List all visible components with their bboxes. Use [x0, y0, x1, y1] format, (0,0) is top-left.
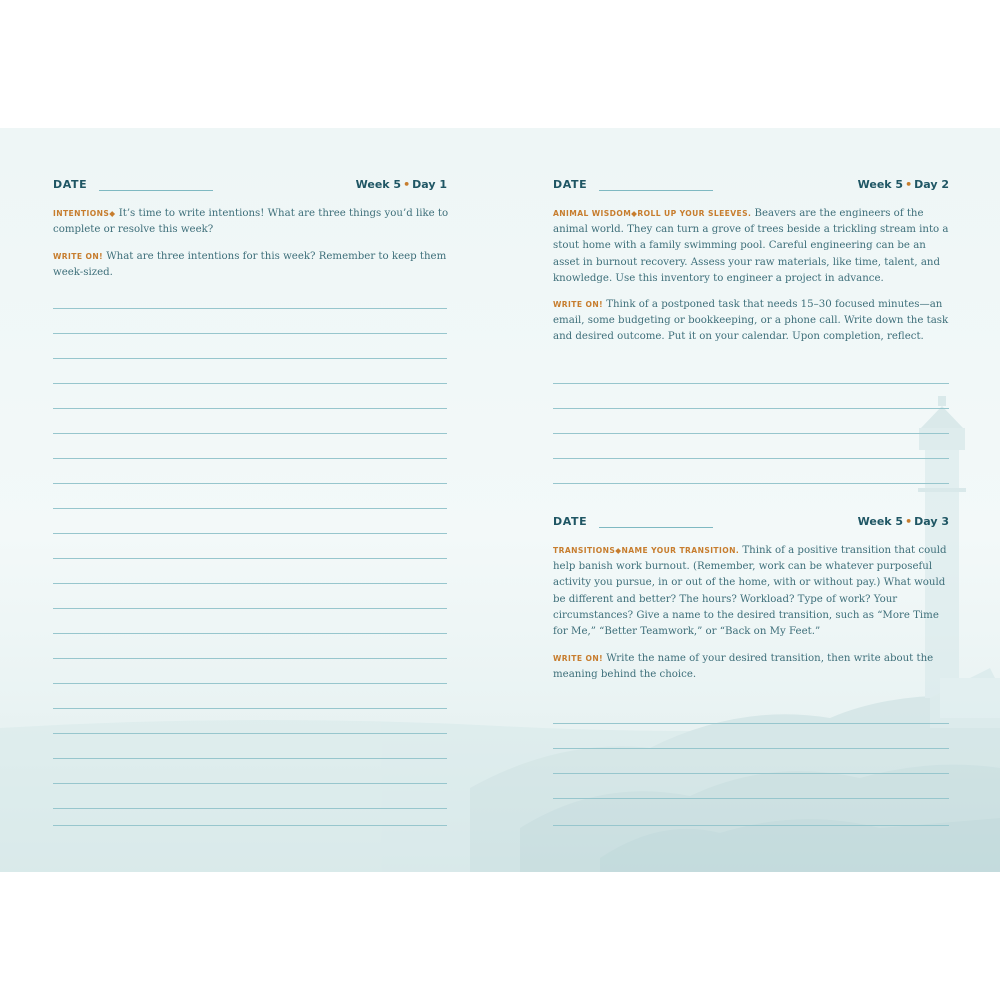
writing-line[interactable] — [553, 723, 949, 724]
diamond-icon: ◆ — [631, 209, 638, 218]
writing-line[interactable] — [53, 383, 447, 384]
week-day-label: Week 5 • Day 3 — [857, 515, 949, 528]
writing-line[interactable] — [553, 825, 949, 826]
writing-line[interactable] — [53, 308, 447, 309]
write-on-paragraph — [553, 651, 949, 683]
writing-line[interactable] — [53, 458, 447, 459]
entry-header — [553, 178, 949, 196]
week-day-label: Week 5 • Day 2 — [857, 178, 949, 191]
date-label: DATE — [553, 515, 588, 528]
date-field[interactable] — [99, 190, 213, 191]
write-on-keyword: WRITE ON! — [53, 252, 103, 261]
entry-header — [553, 515, 949, 533]
writing-line[interactable] — [553, 433, 949, 434]
bullet-icon: • — [403, 178, 411, 191]
bullet-icon: • — [905, 515, 913, 528]
writing-line[interactable] — [553, 748, 949, 749]
writing-line[interactable] — [53, 708, 447, 709]
date-field[interactable] — [599, 190, 713, 191]
writing-line[interactable] — [553, 408, 949, 409]
prompt-title: ROLL UP YOUR SLEEVES. — [637, 209, 752, 218]
writing-line[interactable] — [53, 583, 447, 584]
writing-line[interactable] — [53, 808, 447, 809]
writing-line[interactable] — [53, 758, 447, 759]
writing-line[interactable] — [53, 783, 447, 784]
write-on-keyword: WRITE ON! — [553, 300, 603, 309]
writing-line[interactable] — [53, 533, 447, 534]
right-page — [500, 128, 1000, 872]
prompt-keyword: TRANSITIONS — [553, 546, 616, 555]
writing-line[interactable] — [53, 333, 447, 334]
entry-header — [53, 178, 447, 196]
write-on-text: What are three intentions for this week? Remember to keep them week-sized. — [53, 251, 447, 279]
writing-line[interactable] — [53, 558, 447, 559]
write-on-text: Think of a postponed task that needs 15–30 focused minutes—an email, some budgeting or bookkeeping, or a phone call. Write down the task and desired outcome. Put it on your calendar. Upon completion, reflect. — [553, 299, 949, 343]
writing-line[interactable] — [553, 798, 949, 799]
prompt-keyword: ANIMAL WISDOM — [553, 209, 632, 218]
prompt-paragraph — [553, 543, 949, 640]
writing-line[interactable] — [53, 408, 447, 409]
writing-line[interactable] — [53, 633, 447, 634]
write-on-keyword: WRITE ON! — [553, 654, 603, 663]
prompt-paragraph — [53, 206, 449, 238]
writing-line[interactable] — [53, 358, 447, 359]
prompt-text: Think of a positive transition that could help banish work burnout. (Remember, work can be whatever purposeful activity you pursue, in or out of the home, with or without pay.) What would be different and better? The hours? Workload? Type of work? Your circumstances? Give a name to the desired transition, such as “More Time for Me,” “Better Teamwork,” or “Back on My Feet.” — [553, 545, 947, 638]
writing-line[interactable] — [553, 483, 949, 484]
writing-line[interactable] — [53, 733, 447, 734]
prompt-title: NAME YOUR TRANSITION. — [621, 546, 740, 555]
prompt-paragraph — [553, 206, 949, 287]
diamond-icon: ◆ — [615, 546, 622, 555]
writing-line[interactable] — [53, 433, 447, 434]
writing-line[interactable] — [53, 658, 447, 659]
writing-line[interactable] — [53, 825, 447, 826]
date-label: DATE — [553, 178, 588, 191]
writing-line[interactable] — [53, 508, 447, 509]
writing-line[interactable] — [53, 483, 447, 484]
bullet-icon: • — [905, 178, 913, 191]
left-page — [0, 128, 500, 872]
prompt-keyword: INTENTIONS — [53, 209, 110, 218]
writing-line[interactable] — [53, 683, 447, 684]
writing-line[interactable] — [53, 608, 447, 609]
writing-line[interactable] — [553, 383, 949, 384]
writing-line[interactable] — [553, 458, 949, 459]
date-label: DATE — [53, 178, 88, 191]
week-day-label: Week 5 • Day 1 — [355, 178, 447, 191]
date-field[interactable] — [599, 527, 713, 528]
write-on-paragraph — [53, 249, 449, 281]
diamond-icon: ◆ — [109, 209, 116, 218]
writing-line[interactable] — [553, 773, 949, 774]
write-on-paragraph — [553, 297, 949, 346]
prompt-text: Beavers are the engineers of the animal world. They can turn a grove of trees beside a trickling stream into a stout home with a family swimming pool. Careful engineering can be an asset in burnout recovery. Assess your raw materials, like time, talent, and knowledge. Use this inventory to engineer a project in advance. — [553, 208, 949, 284]
prompt-text: It’s time to write intentions! What are three things you’d like to complete or resolve this week? — [53, 208, 449, 236]
journal-spread — [0, 128, 1000, 872]
write-on-text: Write the name of your desired transition, then write about the meaning behind the choice. — [553, 653, 934, 681]
